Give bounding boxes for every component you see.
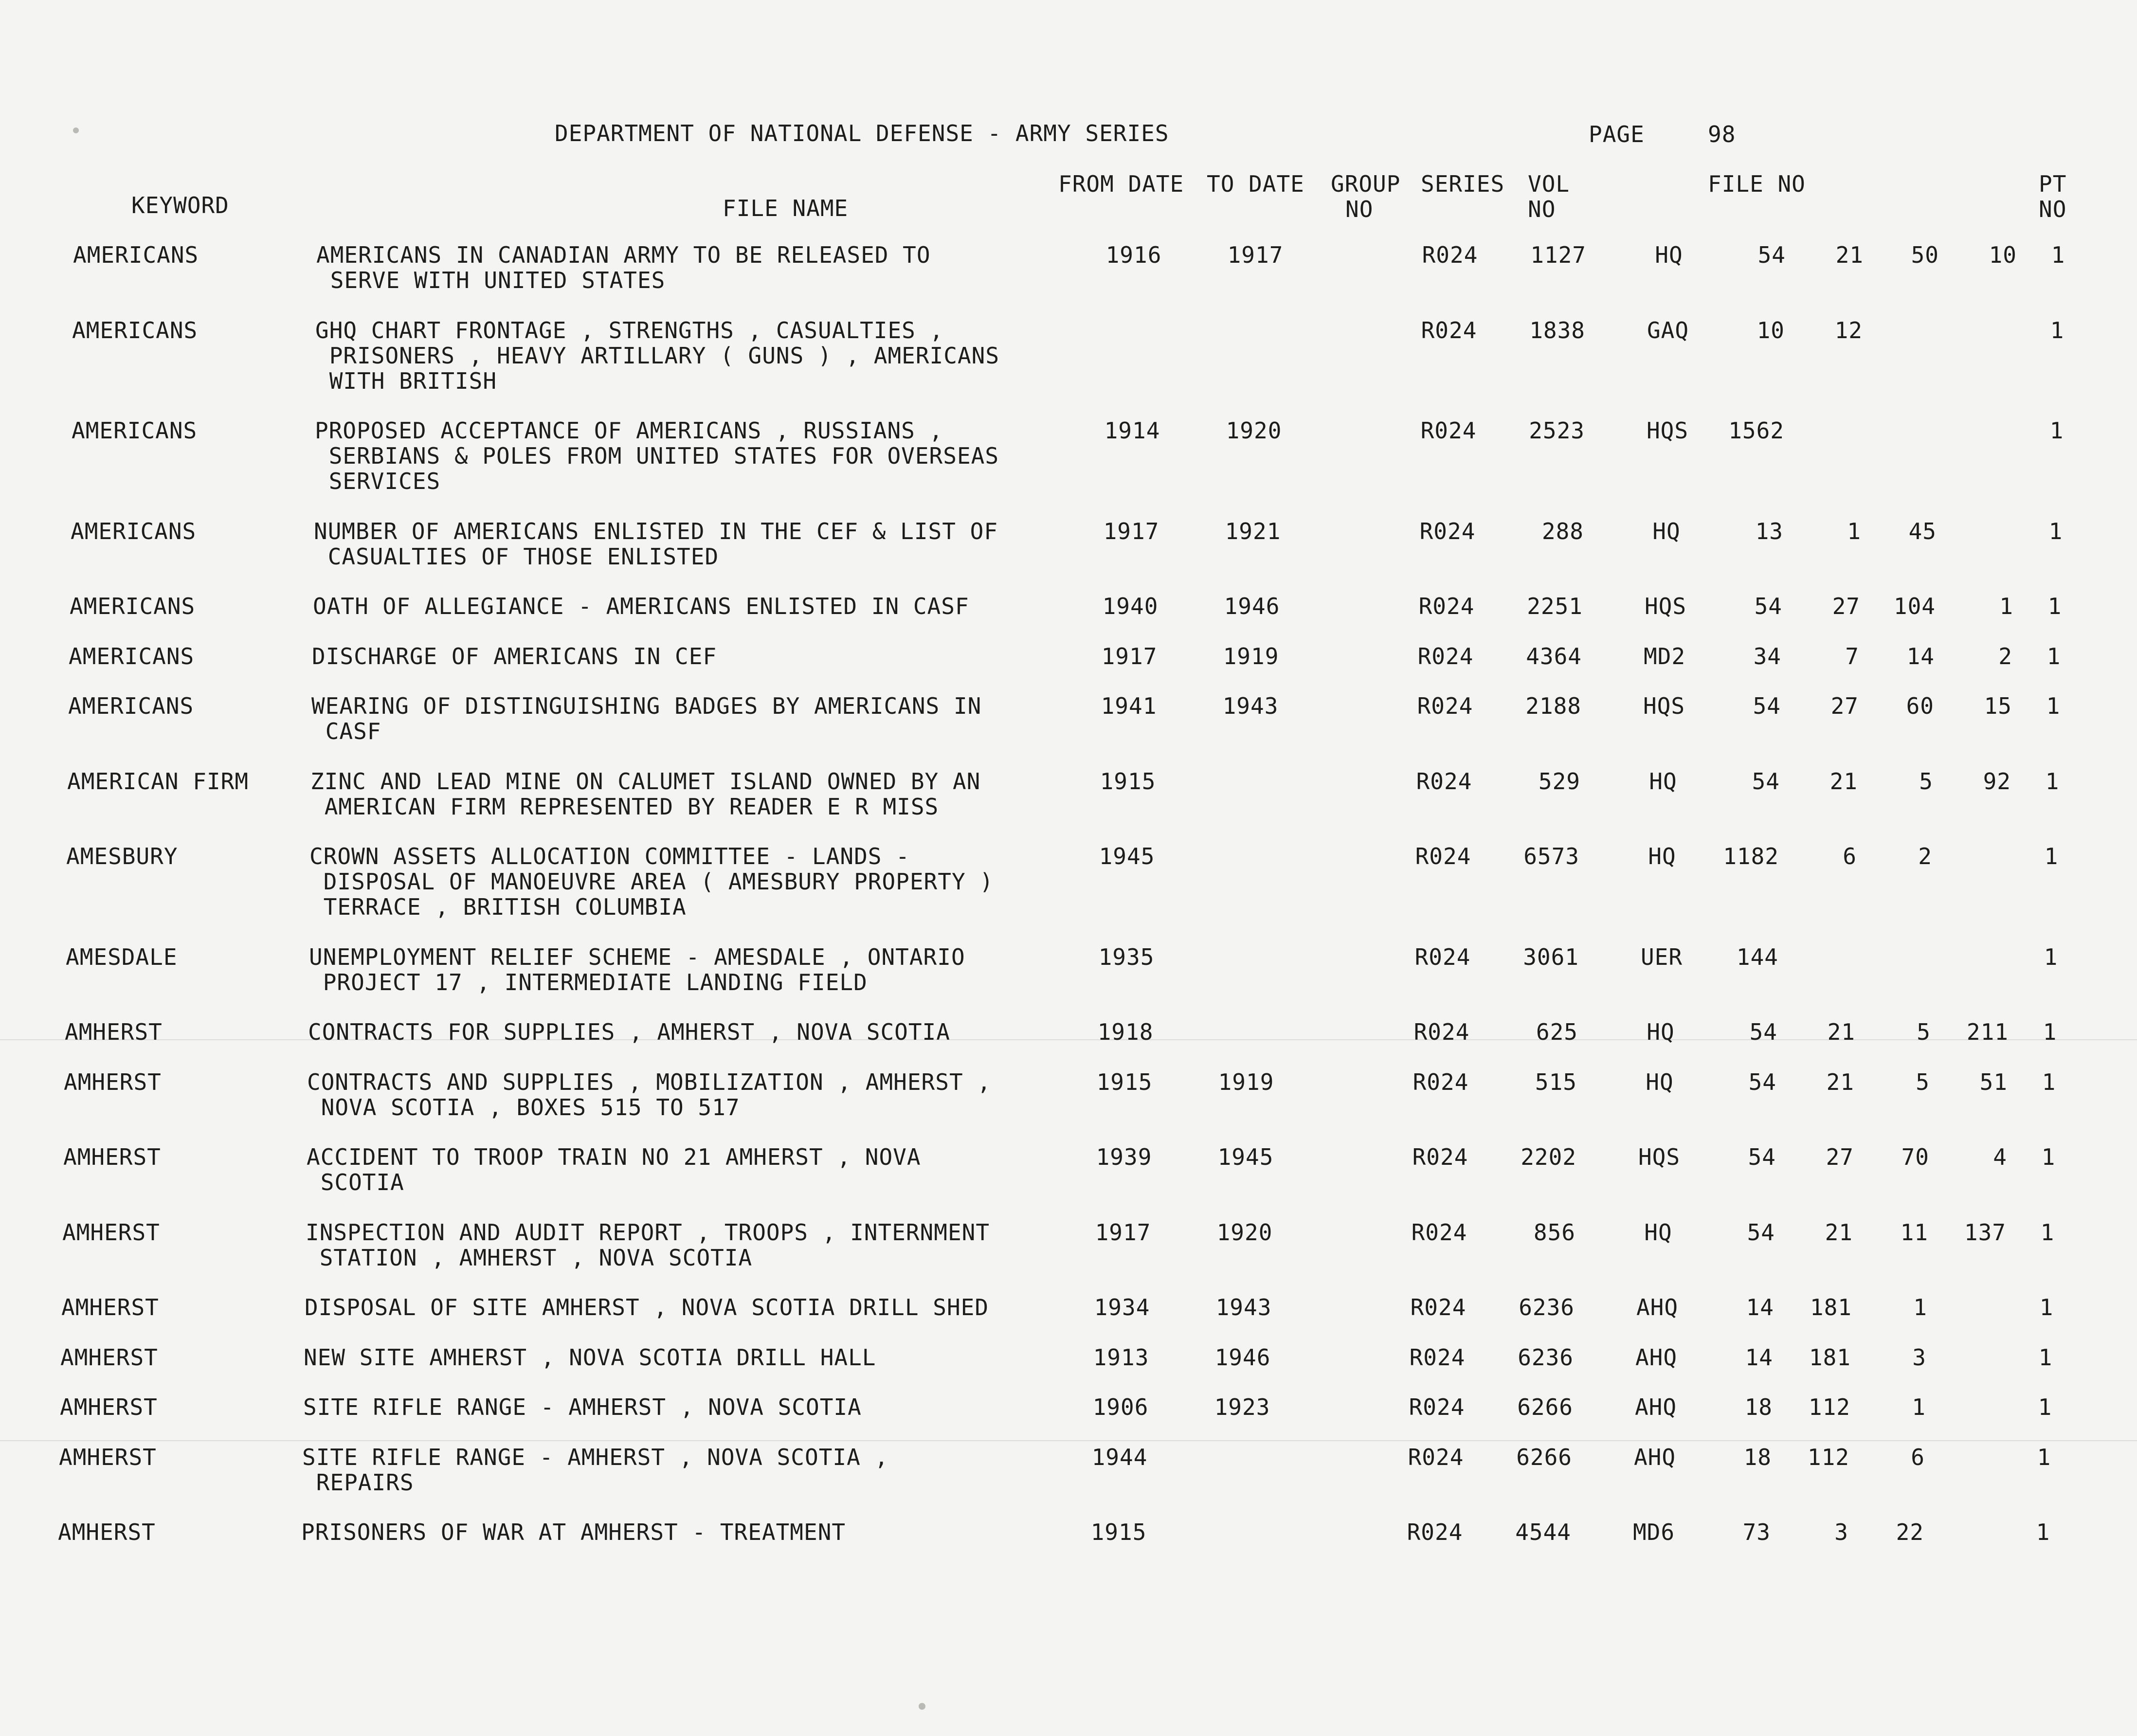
file-no-part: 51: [1979, 1068, 2008, 1095]
from-date-cell: 1915: [1090, 1519, 1147, 1545]
series-cell: R024: [1416, 768, 1472, 795]
file-no-part: 10: [1989, 242, 2017, 268]
keyword-cell: AMESDALE: [66, 943, 178, 970]
table-row: [0, 519, 2137, 597]
page-label: PAGE: [1589, 121, 1645, 147]
col-group-no: NO: [1345, 196, 1374, 222]
to-date-cell: 1919: [1223, 643, 1279, 669]
file-no-part: 1: [1999, 593, 2013, 619]
file-prefix-cell: HQS: [1644, 593, 1687, 619]
pt-no-cell: 1: [2038, 1394, 2052, 1420]
file-name-line: SCOTIA: [307, 1169, 404, 1195]
pt-no-cell: 1: [2049, 417, 2064, 444]
file-no-part: 54: [1748, 1068, 1776, 1095]
file-no-part: 12: [1834, 317, 1863, 344]
series-cell: R024: [1413, 1068, 1469, 1095]
table-row: [0, 1220, 2137, 1298]
pt-no-cell: 1: [2050, 317, 2065, 344]
to-date-cell: 1923: [1214, 1394, 1270, 1420]
table-row: [0, 418, 2137, 496]
keyword-cell: AMERICANS: [69, 643, 195, 669]
file-name-line: UNEMPLOYMENT RELIEF SCHEME - AMESDALE , ONTARIO: [309, 943, 965, 970]
file-no-part: 1: [1913, 1294, 1927, 1320]
file-prefix-cell: HQS: [1643, 693, 1685, 719]
file-no-part: 50: [1911, 242, 1939, 268]
pt-no-cell: 1: [2036, 1519, 2050, 1545]
file-no-part: 18: [1743, 1444, 1772, 1470]
table-row: [0, 1445, 2137, 1522]
from-date-cell: 1914: [1104, 417, 1160, 444]
file-prefix-cell: HQ: [1648, 843, 1676, 869]
file-prefix-cell: HQ: [1647, 1019, 1675, 1045]
series-cell: R024: [1408, 1444, 1464, 1470]
file-no-part: 45: [1908, 518, 1937, 544]
col-pt-no: NO: [2039, 196, 2067, 222]
table-row: [0, 1069, 2137, 1147]
col-vol: VOL: [1528, 171, 1570, 197]
vol-no-cell: 6266: [1516, 1444, 1572, 1470]
keyword-cell: AMERICANS: [68, 693, 194, 719]
from-date-cell: 1913: [1093, 1344, 1149, 1371]
vol-no-cell: 2188: [1525, 693, 1581, 719]
series-cell: R024: [1414, 943, 1471, 970]
file-no-part: 1: [1912, 1394, 1926, 1420]
keyword-cell: AMHERST: [58, 1519, 156, 1545]
file-no-part: 6: [1911, 1444, 1925, 1470]
file-no-part: 4: [1993, 1144, 2007, 1170]
file-no-part: 54: [1754, 593, 1782, 619]
file-no-part: 5: [1917, 1019, 1931, 1045]
vol-no-cell: 1127: [1530, 242, 1586, 268]
series-cell: R024: [1419, 518, 1476, 544]
table-row: [0, 844, 2137, 922]
file-name-line: SERVICES: [315, 468, 441, 494]
pt-no-cell: 1: [2048, 518, 2063, 544]
table-row: [0, 1519, 2137, 1597]
file-prefix-cell: HQ: [1652, 518, 1681, 544]
file-prefix-cell: HQ: [1646, 1068, 1674, 1095]
file-prefix-cell: HQ: [1655, 242, 1683, 268]
pt-no-cell: 1: [2046, 693, 2061, 719]
vol-no-cell: 288: [1541, 518, 1584, 544]
file-name-line: AMERICAN FIRM REPRESENTED BY READER E R MISS: [310, 793, 939, 820]
pt-no-cell: 1: [2038, 1344, 2053, 1371]
vol-no-cell: 6236: [1518, 1344, 1574, 1371]
file-name-line: PRISONERS OF WAR AT AMHERST - TREATMENT: [301, 1519, 846, 1545]
file-name-line: CONTRACTS AND SUPPLIES , MOBILIZATION , AMHERST ,: [307, 1068, 992, 1095]
file-no-part: 10: [1757, 317, 1785, 344]
from-date-cell: 1945: [1099, 843, 1155, 869]
file-name-line: NUMBER OF AMERICANS ENLISTED IN THE CEF & LIST OF: [314, 518, 998, 544]
pt-no-cell: 1: [2043, 1019, 2057, 1045]
from-date-cell: 1934: [1094, 1294, 1150, 1320]
file-name-line: STATION , AMHERST , NOVA SCOTIA: [306, 1244, 753, 1271]
file-no-part: 73: [1742, 1519, 1771, 1545]
keyword-cell: AMERICANS: [73, 242, 199, 268]
keyword-cell: AMHERST: [61, 1294, 159, 1320]
vol-no-cell: 2202: [1521, 1144, 1576, 1170]
file-no-part: 211: [1966, 1019, 2009, 1045]
keyword-cell: AMESBURY: [66, 843, 178, 869]
series-cell: R024: [1417, 643, 1474, 669]
col-series: SERIES: [1421, 171, 1505, 197]
from-date-cell: 1918: [1097, 1019, 1154, 1045]
file-no-part: 1182: [1723, 843, 1779, 869]
file-prefix-cell: MD2: [1643, 643, 1686, 669]
file-no-part: 54: [1749, 1019, 1777, 1045]
keyword-cell: AMHERST: [60, 1394, 158, 1420]
vol-no-cell: 515: [1535, 1068, 1577, 1095]
file-name-line: SITE RIFLE RANGE - AMHERST , NOVA SCOTIA: [303, 1394, 862, 1420]
file-name-line: PROJECT 17 , INTERMEDIATE LANDING FIELD: [309, 969, 868, 995]
pt-no-cell: 1: [2041, 1144, 2056, 1170]
vol-no-cell: 856: [1533, 1219, 1576, 1246]
scan-speck: [73, 127, 79, 133]
series-cell: R024: [1418, 593, 1475, 619]
file-prefix-cell: HQS: [1638, 1144, 1681, 1170]
file-name-line: WEARING OF DISTINGUISHING BADGES BY AMERICANS IN: [311, 693, 982, 719]
keyword-cell: AMHERST: [59, 1444, 157, 1470]
keyword-cell: AMHERST: [63, 1144, 161, 1170]
pt-no-cell: 1: [2044, 943, 2058, 970]
file-no-part: 34: [1753, 643, 1781, 669]
keyword-cell: AMHERST: [65, 1019, 163, 1045]
vol-no-cell: 6236: [1519, 1294, 1575, 1320]
series-cell: R024: [1415, 843, 1471, 869]
file-name-line: NOVA SCOTIA , BOXES 515 TO 517: [307, 1094, 740, 1121]
file-no-part: 54: [1757, 242, 1786, 268]
from-date-cell: 1917: [1103, 518, 1159, 544]
series-cell: R024: [1422, 242, 1478, 268]
file-no-part: 54: [1748, 1144, 1776, 1170]
pt-no-cell: 1: [2040, 1219, 2055, 1246]
file-no-part: 112: [1807, 1444, 1849, 1470]
file-no-part: 27: [1832, 593, 1860, 619]
file-no-part: 5: [1919, 768, 1933, 795]
pt-no-cell: 1: [2039, 1294, 2054, 1320]
file-no-part: 21: [1825, 1219, 1853, 1246]
file-no-part: 14: [1906, 643, 1935, 669]
file-name-line: NEW SITE AMHERST , NOVA SCOTIA DRILL HALL: [304, 1344, 876, 1371]
col-vol-no: NO: [1528, 196, 1556, 222]
series-cell: R024: [1410, 1294, 1467, 1320]
file-no-part: 7: [1845, 643, 1859, 669]
pt-no-cell: 1: [2044, 843, 2059, 869]
keyword-cell: AMERICANS: [72, 417, 198, 444]
table-row: [0, 944, 2137, 1022]
file-name-line: DISPOSAL OF MANOEUVRE AREA ( AMESBURY PROPERTY ): [309, 868, 994, 895]
file-name-line: CASF: [311, 718, 381, 744]
to-date-cell: 1920: [1216, 1219, 1273, 1246]
series-cell: R024: [1421, 317, 1477, 344]
table-row: [0, 769, 2137, 847]
file-name-line: CONTRACTS FOR SUPPLIES , AMHERST , NOVA SCOTIA: [308, 1019, 950, 1045]
file-name-line: PROPOSED ACCEPTANCE OF AMERICANS , RUSSIANS ,: [315, 417, 943, 444]
file-no-part: 14: [1745, 1344, 1773, 1371]
file-name-line: ZINC AND LEAD MINE ON CALUMET ISLAND OWNED BY AN: [310, 768, 981, 795]
to-date-cell: 1945: [1217, 1144, 1274, 1170]
file-no-part: 27: [1830, 693, 1859, 719]
file-no-part: 21: [1826, 1068, 1854, 1095]
file-name-line: DISPOSAL OF SITE AMHERST , NOVA SCOTIA DRILL SHED: [305, 1294, 989, 1320]
file-no-part: 70: [1901, 1144, 1929, 1170]
vol-no-cell: 529: [1538, 768, 1580, 795]
vol-no-cell: 4364: [1526, 643, 1582, 669]
file-no-part: 22: [1896, 1519, 1924, 1545]
page-title: DEPARTMENT OF NATIONAL DEFENSE - ARMY SERIES: [555, 120, 1169, 146]
file-no-part: 54: [1752, 768, 1780, 795]
file-no-part: 2: [1998, 643, 2012, 669]
col-keyword: KEYWORD: [131, 192, 229, 218]
file-no-part: 1562: [1728, 417, 1784, 444]
series-cell: R024: [1417, 693, 1473, 719]
file-no-part: 21: [1829, 768, 1858, 795]
from-date-cell: 1917: [1101, 643, 1158, 669]
page-number: 98: [1708, 121, 1736, 147]
pt-no-cell: 1: [2047, 593, 2062, 619]
file-prefix-cell: HQ: [1644, 1219, 1672, 1246]
col-file-name: FILE NAME: [723, 195, 849, 221]
file-no-part: 181: [1810, 1294, 1852, 1320]
from-date-cell: 1915: [1096, 1068, 1153, 1095]
file-no-part: 21: [1827, 1019, 1855, 1045]
series-cell: R024: [1407, 1519, 1463, 1545]
file-no-part: 144: [1736, 943, 1778, 970]
vol-no-cell: 3061: [1523, 943, 1579, 970]
vol-no-cell: 4544: [1515, 1519, 1571, 1545]
to-date-cell: 1917: [1227, 242, 1284, 268]
table-row: [0, 693, 2137, 771]
file-no-part: 18: [1744, 1394, 1773, 1420]
col-pt: PT: [2039, 171, 2067, 197]
file-no-part: 6: [1843, 843, 1857, 869]
to-date-cell: 1943: [1215, 1294, 1272, 1320]
file-no-part: 112: [1808, 1394, 1850, 1420]
file-prefix-cell: AHQ: [1633, 1444, 1676, 1470]
from-date-cell: 1916: [1105, 242, 1162, 268]
file-name-line: DISCHARGE OF AMERICANS IN CEF: [312, 643, 717, 669]
table-row: [0, 318, 2137, 396]
to-date-cell: 1920: [1226, 417, 1282, 444]
file-no-part: 54: [1747, 1219, 1775, 1246]
file-name-line: GHQ CHART FRONTAGE , STRENGTHS , CASUALTIES ,: [315, 317, 944, 344]
file-no-part: 13: [1755, 518, 1783, 544]
keyword-cell: AMHERST: [64, 1068, 162, 1095]
to-date-cell: 1946: [1214, 1344, 1271, 1371]
from-date-cell: 1906: [1092, 1394, 1149, 1420]
pt-no-cell: 1: [2046, 643, 2061, 669]
file-name-line: PRISONERS , HEAVY ARTILLARY ( GUNS ) , AMERICANS: [315, 342, 1000, 369]
keyword-cell: AMHERST: [62, 1219, 160, 1246]
to-date-cell: 1919: [1218, 1068, 1274, 1095]
file-no-part: 3: [1834, 1519, 1848, 1545]
file-no-part: 54: [1753, 693, 1781, 719]
file-no-part: 14: [1746, 1294, 1774, 1320]
file-name-line: WITH BRITISH: [315, 367, 497, 394]
file-name-line: CROWN ASSETS ALLOCATION COMMITTEE - LANDS -: [309, 843, 910, 869]
file-no-part: 15: [1984, 693, 2012, 719]
col-file-no: FILE NO: [1708, 171, 1806, 197]
file-name-line: CASUALTIES OF THOSE ENLISTED: [314, 543, 719, 570]
file-name-line: OATH OF ALLEGIANCE - AMERICANS ENLISTED IN CASF: [313, 593, 969, 619]
file-name-line: REPAIRS: [302, 1469, 414, 1496]
series-cell: R024: [1413, 1019, 1470, 1045]
file-prefix-cell: HQS: [1646, 417, 1689, 444]
from-date-cell: 1940: [1102, 593, 1159, 619]
file-prefix-cell: AHQ: [1636, 1294, 1679, 1320]
file-no-part: 5: [1916, 1068, 1930, 1095]
from-date-cell: 1935: [1098, 943, 1155, 970]
file-name-line: AMERICANS IN CANADIAN ARMY TO BE RELEASED TO: [316, 242, 931, 268]
series-cell: R024: [1420, 417, 1477, 444]
file-no-part: 11: [1900, 1219, 1928, 1246]
file-no-part: 1: [1847, 518, 1861, 544]
to-date-cell: 1943: [1222, 693, 1279, 719]
series-cell: R024: [1409, 1344, 1466, 1371]
file-prefix-cell: MD6: [1632, 1519, 1675, 1545]
file-no-part: 27: [1826, 1144, 1854, 1170]
file-name-line: INSPECTION AND AUDIT REPORT , TROOPS , INTERNMENT: [306, 1219, 990, 1246]
series-cell: R024: [1412, 1144, 1468, 1170]
to-date-cell: 1946: [1224, 593, 1280, 619]
file-prefix-cell: AHQ: [1634, 1394, 1677, 1420]
file-no-part: 2: [1918, 843, 1932, 869]
scan-speck: [919, 1703, 925, 1710]
vol-no-cell: 625: [1536, 1019, 1578, 1045]
file-prefix-cell: AHQ: [1635, 1344, 1678, 1371]
file-name-line: SERVE WITH UNITED STATES: [316, 267, 666, 293]
keyword-cell: AMERICANS: [71, 518, 197, 544]
file-no-part: 21: [1835, 242, 1864, 268]
from-date-cell: 1939: [1096, 1144, 1152, 1170]
keyword-cell: AMERICANS: [70, 593, 196, 619]
file-no-part: 181: [1809, 1344, 1851, 1371]
file-name-line: TERRACE , BRITISH COLUMBIA: [309, 894, 687, 920]
from-date-cell: 1917: [1095, 1219, 1151, 1246]
keyword-cell: AMERICANS: [72, 317, 198, 344]
file-prefix-cell: HQ: [1649, 768, 1677, 795]
from-date-cell: 1944: [1091, 1444, 1148, 1470]
from-date-cell: 1915: [1100, 768, 1156, 795]
file-prefix-cell: UER: [1640, 943, 1683, 970]
vol-no-cell: 1838: [1529, 317, 1585, 344]
file-name-line: SERBIANS & POLES FROM UNITED STATES FOR OVERSEAS: [315, 443, 999, 469]
series-cell: R024: [1411, 1219, 1467, 1246]
pt-no-cell: 1: [2037, 1444, 2051, 1470]
vol-no-cell: 2523: [1529, 417, 1585, 444]
keyword-cell: AMHERST: [60, 1344, 158, 1371]
to-date-cell: 1921: [1225, 518, 1281, 544]
keyword-cell: AMERICAN FIRM: [67, 768, 249, 795]
col-group: GROUP: [1331, 171, 1401, 197]
from-date-cell: 1941: [1101, 693, 1157, 719]
table-row: [0, 242, 2137, 320]
col-from-date: FROM DATE: [1058, 171, 1184, 197]
file-no-part: 3: [1912, 1344, 1926, 1371]
pt-no-cell: 1: [2042, 1068, 2056, 1095]
file-no-part: 92: [1983, 768, 2011, 795]
vol-no-cell: 6573: [1523, 843, 1579, 869]
vol-no-cell: 2251: [1527, 593, 1583, 619]
pt-no-cell: 1: [2045, 768, 2060, 795]
file-no-part: 104: [1893, 593, 1936, 619]
col-to-date: TO DATE: [1207, 171, 1304, 197]
pt-no-cell: 1: [2051, 242, 2065, 268]
table-row: [0, 1144, 2137, 1222]
series-cell: R024: [1409, 1394, 1465, 1420]
file-name-line: SITE RIFLE RANGE - AMHERST , NOVA SCOTIA ,: [302, 1444, 889, 1470]
file-prefix-cell: GAQ: [1647, 317, 1689, 344]
file-no-part: 60: [1906, 693, 1934, 719]
file-no-part: 137: [1964, 1219, 2006, 1246]
vol-no-cell: 6266: [1517, 1394, 1573, 1420]
file-name-line: ACCIDENT TO TROOP TRAIN NO 21 AMHERST , NOVA: [307, 1144, 921, 1170]
